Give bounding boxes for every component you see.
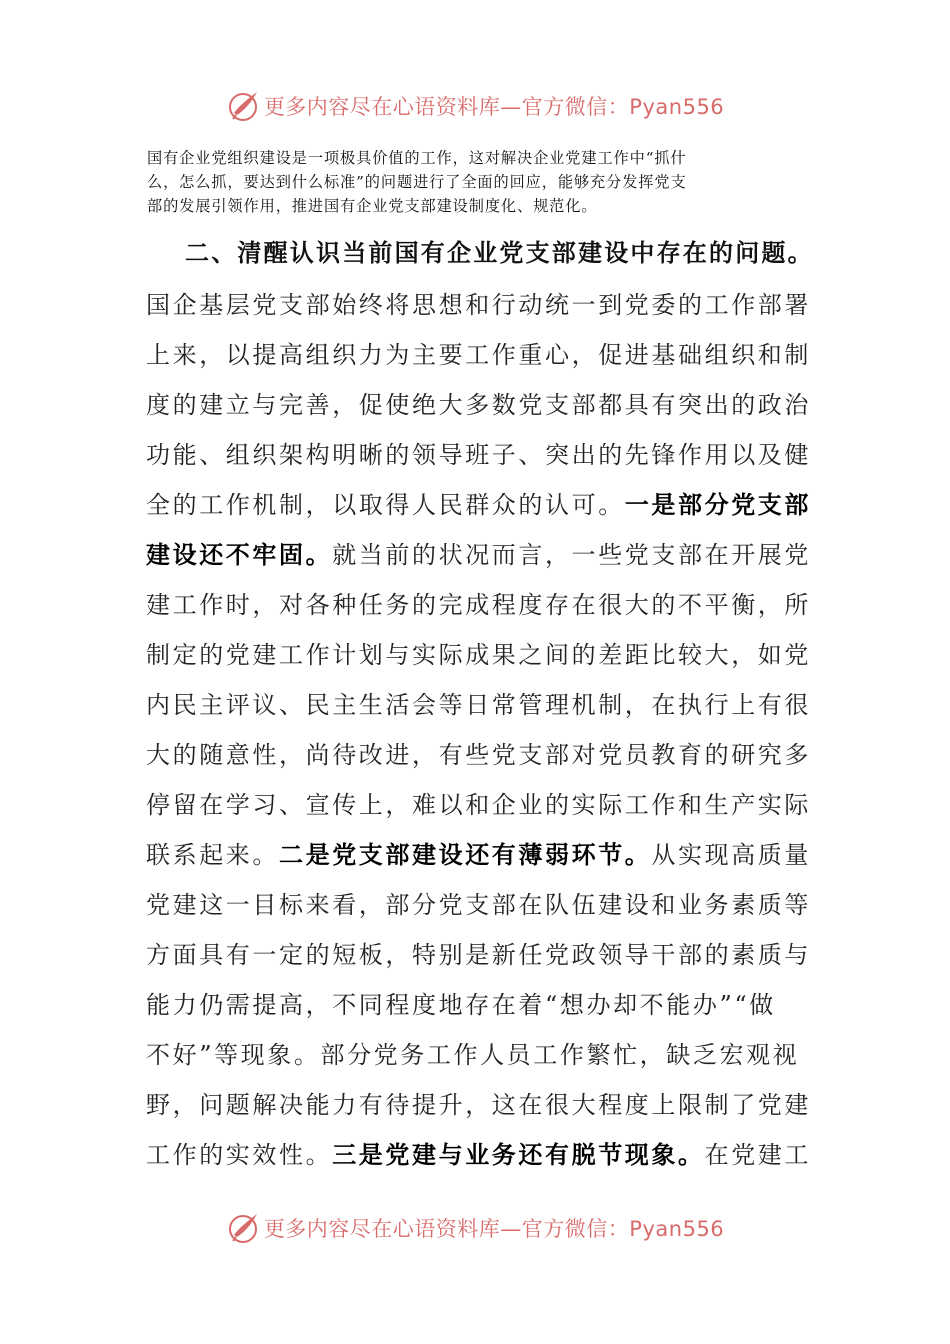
body-line: 方面具有一定的短板，特别是新任党政领导干部的素质与 xyxy=(146,941,811,969)
bold-point-two: 二是党支部建设还有薄弱环节。 xyxy=(279,840,652,869)
intro-line: 部的发展引领作用，推进国有企业党支部建设制度化、规范化。 xyxy=(147,197,598,215)
body-line: 不好”等现象。部分党务工作人员工作繁忙，缺乏宏观视 xyxy=(146,1041,800,1069)
body-line: 大的随意性，尚待改进，有些党支部对党员教育的研究多 xyxy=(146,741,811,769)
body-line: 能力仍需提高，不同程度地存在着“想办却不能办”“做 xyxy=(146,991,776,1019)
bold-point-one-start: 一是部分党支部 xyxy=(624,490,812,519)
body-line xyxy=(146,1130,812,1180)
section-heading: 二、清醒认识当前国有企业党支部建设中存在的问题。 xyxy=(185,238,814,267)
body-line: 党建这一目标来看，部分党支部在队伍建设和业务素质等 xyxy=(146,891,811,919)
intro-paragraph xyxy=(147,146,807,218)
body-line: 停留在学习、宣传上，难以和企业的实际工作和生产实际 xyxy=(146,791,811,819)
body-paragraph xyxy=(146,280,812,1180)
body-line xyxy=(146,480,812,530)
bold-point-three: 三是党建与业务还有脱节现象。 xyxy=(332,1140,705,1169)
body-line xyxy=(146,830,812,880)
body-line: 内民主评议、民主生活会等日常管理机制，在执行上有很 xyxy=(146,691,811,719)
quill-seal-icon xyxy=(226,1211,260,1245)
body-line: 制定的党建工作计划与实际成果之间的差距比较大，如党 xyxy=(146,641,811,669)
body-text: 在党建工 xyxy=(704,1141,812,1169)
body-text: 从实现高质量 xyxy=(651,841,812,869)
body-line: 上来，以提高组织力为主要工作重心，促进基础组织和制 xyxy=(146,341,811,369)
body-line: 野，问题解决能力有待提升，这在很大程度上限制了党建 xyxy=(146,1091,811,1119)
intro-line: 么，怎么抓，要达到什么标准”的问题进行了全面的回应，能够充分发挥党支 xyxy=(147,173,687,191)
header-watermark-text: 更多内容尽在心语资料库—官方微信：Pyan556 xyxy=(263,95,725,119)
footer-watermark-text: 更多内容尽在心语资料库—官方微信：Pyan556 xyxy=(263,1217,725,1241)
quill-seal-icon xyxy=(226,89,260,123)
body-line: 度的建立与完善，促使绝大多数党支部都具有突出的政治 xyxy=(146,391,811,419)
body-line: 国企基层党支部始终将思想和行动统一到党委的工作部署 xyxy=(146,291,811,319)
body-text: 就当前的状况而言，一些党支部在开展党 xyxy=(332,541,812,569)
body-text: 联系起来。 xyxy=(146,841,279,869)
body-line xyxy=(146,530,812,580)
body-line: 功能、组织架构明晰的领导班子、突出的先锋作用以及健 xyxy=(146,441,811,469)
bold-point-one-end: 建设还不牢固。 xyxy=(146,540,333,569)
footer-watermark-banner xyxy=(0,1208,950,1248)
body-text: 工作的实效性。 xyxy=(146,1141,333,1169)
body-line: 建工作时，对各种任务的完成程度存在很大的不平衡，所 xyxy=(146,591,811,619)
intro-line: 国有企业党组织建设是一项极具价值的工作，这对解决企业党建工作中“抓什 xyxy=(147,149,687,167)
header-watermark-banner xyxy=(0,86,950,126)
body-text: 全的工作机制，以取得人民群众的认可。 xyxy=(146,491,625,519)
